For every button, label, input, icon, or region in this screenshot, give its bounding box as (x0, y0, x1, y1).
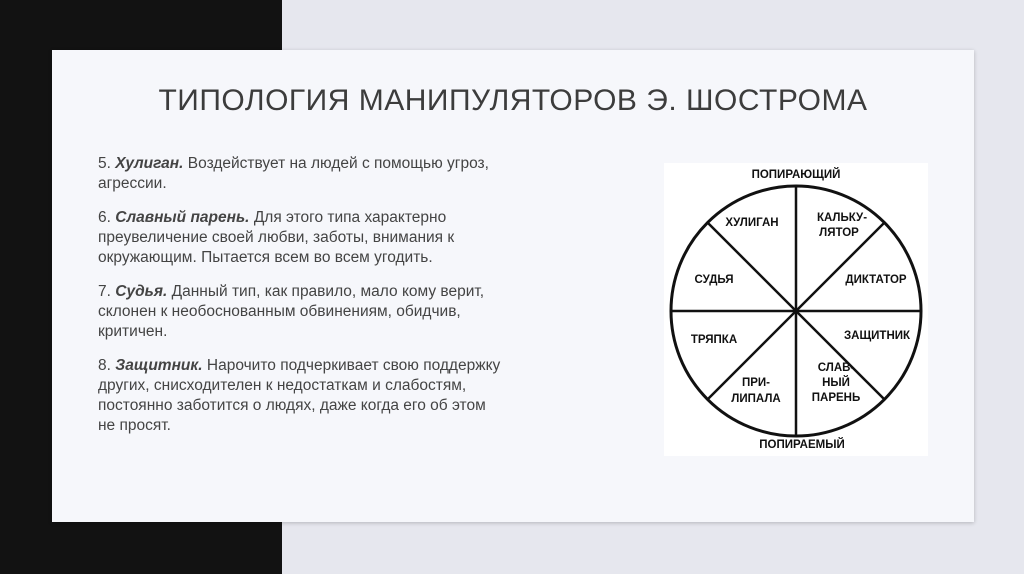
sector-judge: СУДЬЯ (694, 274, 734, 286)
paragraph-text: Нарочито подчеркивает свою поддержку (206, 357, 501, 374)
paragraph-text: агрессии. (98, 175, 167, 192)
sector-dictator: ДИКТАТОР (845, 274, 907, 286)
sector-calculator-line2: ЛЯТОР (819, 227, 859, 239)
paragraph-hooligan (98, 154, 578, 194)
paragraph-number: 7. (98, 283, 111, 300)
paragraph-term: Славный парень. (115, 209, 250, 226)
bottom-axis-label: ПОПИРАЕМЫЙ (759, 439, 845, 451)
paragraph-text: не просят. (98, 417, 171, 434)
paragraph-number: 8. (98, 357, 111, 374)
sector-nice-guy-line2: НЫЙ (822, 377, 850, 389)
slide-card (52, 50, 974, 522)
paragraph-text: Воздействует на людей с помощью угроз, (187, 155, 489, 172)
paragraph-number: 5. (98, 155, 111, 172)
paragraph-text: других, снисходителен к недостаткам и слабостям, (98, 377, 467, 394)
paragraph-defender (98, 356, 578, 436)
paragraph-nice-guy (98, 208, 578, 268)
paragraph-number: 6. (98, 209, 111, 226)
paragraph-term: Хулиган. (115, 155, 184, 172)
sector-nice-guy-line1: СЛАВ- (817, 362, 855, 374)
sector-defender: ЗАЩИТНИК (843, 330, 911, 342)
sector-hooligan: ХУЛИГАН (725, 217, 779, 229)
sector-nice-guy-line3: ПАРЕНЬ (811, 392, 861, 404)
paragraph-judge (98, 282, 578, 342)
top-axis-label: ПОПИРАЮЩИЙ (751, 169, 841, 181)
sector-rag: ТРЯПКА (690, 334, 738, 346)
paragraph-text: преувеличение своей любви, заботы, внимания к (98, 229, 455, 246)
description-list (98, 154, 578, 450)
paragraph-text: критичен. (98, 323, 168, 340)
manipulator-wheel-diagram (664, 163, 928, 456)
sector-calculator-line1: КАЛЬКУ- (816, 212, 868, 224)
paragraph-term: Судья. (115, 283, 168, 300)
paragraph-text: Для этого типа характерно (253, 209, 447, 226)
wheel-svg (664, 163, 928, 456)
paragraph-text: окружающим. Пытается всем во всем угодить. (98, 249, 433, 266)
slide-title: ТИПОЛОГИЯ МАНИПУЛЯТОРОВ Э. ШОСТРОМА (158, 84, 868, 117)
sector-clinger-line1: ПРИ- (741, 377, 771, 389)
sector-clinger-line2: ЛИПАЛА (731, 393, 781, 405)
paragraph-text: склонен к необоснованным обвинениям, обидчив, (98, 303, 461, 320)
paragraph-term: Защитник. (115, 357, 203, 374)
paragraph-text: постоянно заботится о людях, даже когда его об этом (98, 397, 486, 414)
paragraph-text: Данный тип, как правило, мало кому верит, (171, 283, 485, 300)
